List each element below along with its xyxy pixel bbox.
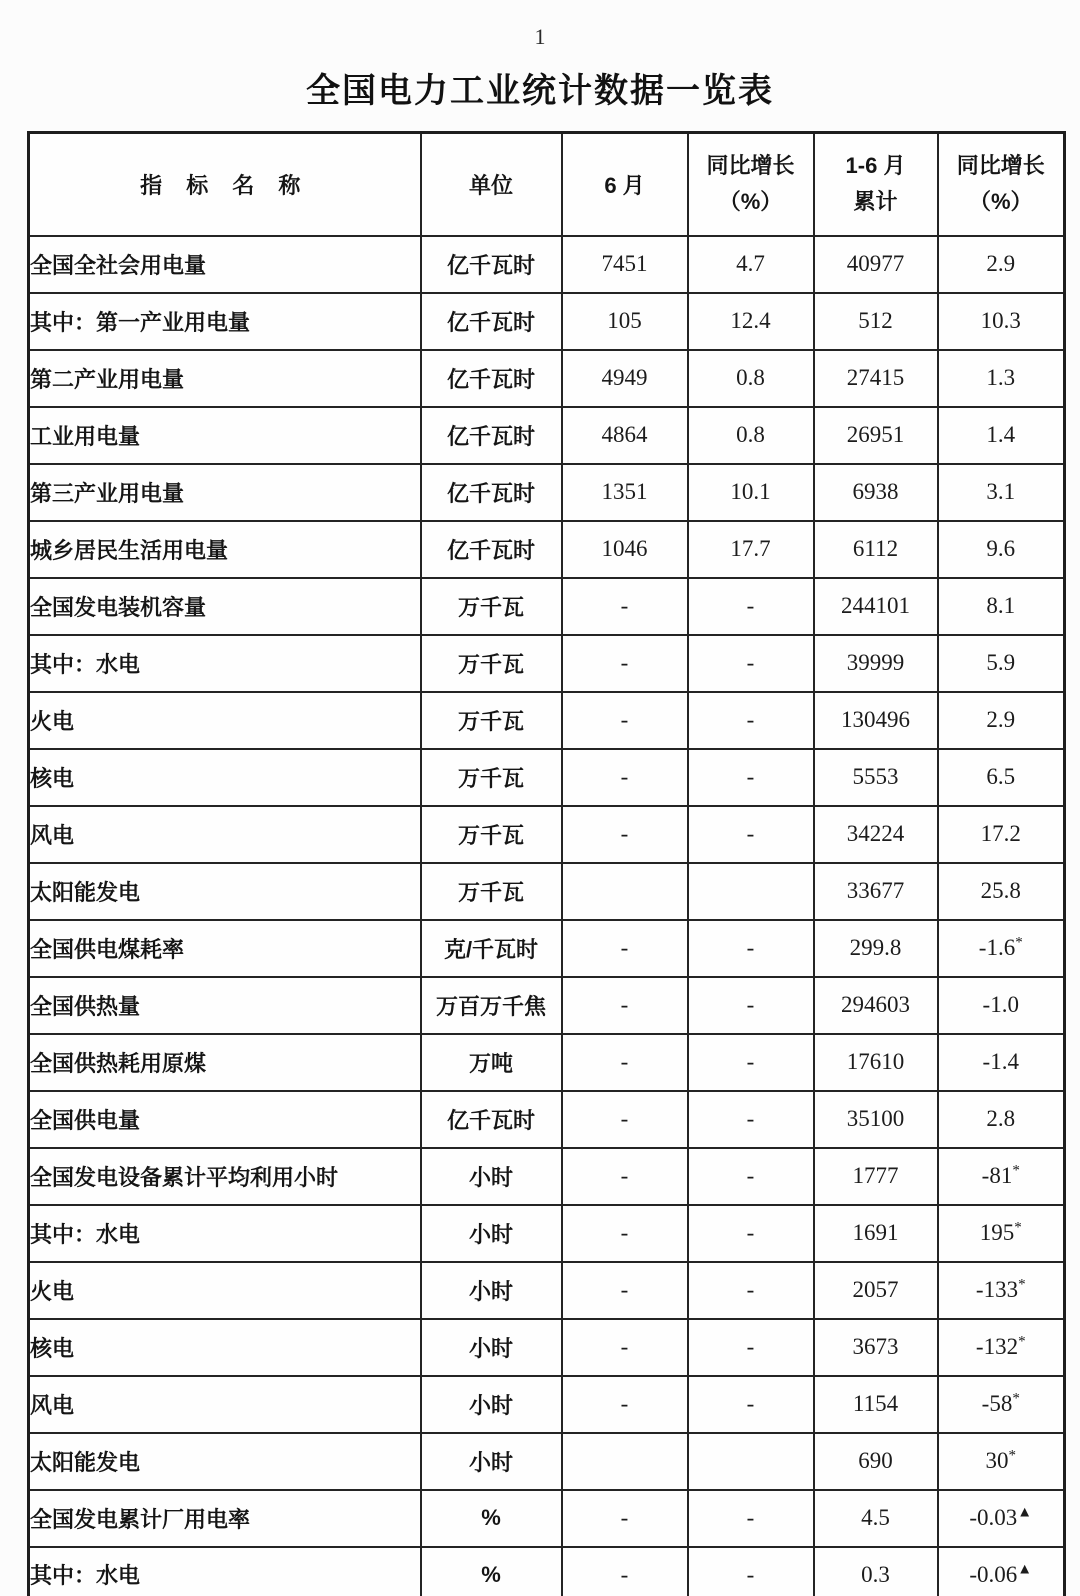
footnote-marker: ▲	[1017, 1504, 1033, 1521]
indicator-name-cell: 风电	[29, 1376, 421, 1433]
header-cum-yoy-line2: （%）	[968, 189, 1033, 215]
cum-yoy-value: 17.2	[980, 821, 1021, 846]
june-value-cell: -	[562, 1091, 688, 1148]
june-value-cell: -	[562, 920, 688, 977]
cum-yoy-value: 1.4	[986, 422, 1016, 447]
june-yoy-cell: -	[688, 1547, 814, 1596]
table-row	[29, 1490, 1065, 1547]
table-row	[29, 749, 1065, 806]
june-yoy-cell: -	[688, 1034, 814, 1091]
unit-cell: 万千瓦	[421, 806, 562, 863]
table-row	[29, 1547, 1065, 1596]
june-yoy-cell: -	[688, 635, 814, 692]
unit-cell: 小时	[421, 1205, 562, 1262]
unit-cell: 小时	[421, 1319, 562, 1376]
unit-cell: 小时	[421, 1433, 562, 1490]
footnote-marker: *	[1015, 934, 1023, 951]
table-row	[29, 977, 1065, 1034]
unit-cell: 万吨	[421, 1034, 562, 1091]
cum-yoy-cell	[938, 407, 1065, 464]
header-cum-yoy-line1: 同比增长	[956, 153, 1045, 179]
june-value-cell: -	[562, 692, 688, 749]
cumulative-value-cell: 27415	[814, 350, 938, 407]
cumulative-value-cell: 26951	[814, 407, 938, 464]
cumulative-value-cell: 299.8	[814, 920, 938, 977]
header-cumulative-line1: 1-6 月	[845, 153, 906, 179]
cum-yoy-value: -81	[981, 1163, 1013, 1188]
cumulative-value-cell: 39999	[814, 635, 938, 692]
june-value-cell: 1351	[562, 464, 688, 521]
table-row	[29, 635, 1065, 692]
june-yoy-cell	[688, 863, 814, 920]
header-june: 6 月	[562, 133, 688, 236]
table-row	[29, 407, 1065, 464]
table-row	[29, 920, 1065, 977]
cum-yoy-cell	[938, 1547, 1065, 1596]
table-body	[29, 236, 1065, 1596]
cumulative-value-cell: 2057	[814, 1262, 938, 1319]
cumulative-value-cell: 3673	[814, 1319, 938, 1376]
cum-yoy-value: 30	[985, 1448, 1009, 1473]
june-value-cell: 7451	[562, 236, 688, 293]
indicator-name-cell: 其中：第一产业用电量	[29, 293, 421, 350]
june-yoy-cell: -	[688, 1376, 814, 1433]
header-cumulative	[814, 133, 938, 236]
indicator-name-cell: 第二产业用电量	[29, 350, 421, 407]
june-value-cell: -	[562, 1148, 688, 1205]
cum-yoy-cell	[938, 977, 1065, 1034]
cumulative-value-cell: 4.5	[814, 1490, 938, 1547]
june-value-cell: -	[562, 1034, 688, 1091]
table-row	[29, 293, 1065, 350]
indicator-name-cell: 火电	[29, 1262, 421, 1319]
june-value-cell: 4864	[562, 407, 688, 464]
june-value-cell: -	[562, 1205, 688, 1262]
cum-yoy-cell	[938, 1319, 1065, 1376]
june-value-cell: -	[562, 1547, 688, 1596]
page-title: 全国电力工业统计数据一览表	[306, 72, 774, 110]
unit-cell: 万千瓦	[421, 863, 562, 920]
unit-cell: 亿千瓦时	[421, 293, 562, 350]
unit-cell: 万千瓦	[421, 578, 562, 635]
june-value-cell: 105	[562, 293, 688, 350]
indicator-name-cell: 太阳能发电	[29, 863, 421, 920]
cum-yoy-value: 5.9	[986, 650, 1016, 675]
indicator-name-cell: 其中：水电	[29, 635, 421, 692]
cum-yoy-cell	[938, 1490, 1065, 1547]
cum-yoy-value: 1.3	[986, 365, 1016, 390]
page-number: 1	[534, 24, 546, 49]
header-cumulative-line2: 累计	[853, 189, 898, 215]
cum-yoy-value: -1.6	[978, 935, 1016, 960]
cumulative-value-cell: 512	[814, 293, 938, 350]
cum-yoy-value: -1.0	[982, 992, 1019, 1017]
header-june-yoy-line2: （%）	[718, 189, 783, 215]
unit-cell: 万千瓦	[421, 692, 562, 749]
table-row	[29, 578, 1065, 635]
cum-yoy-cell	[938, 578, 1065, 635]
indicator-name-cell: 工业用电量	[29, 407, 421, 464]
cumulative-value-cell: 33677	[814, 863, 938, 920]
cumulative-value-cell: 34224	[814, 806, 938, 863]
header-cum-yoy	[938, 133, 1065, 236]
header-indicator: 指 标 名 称	[29, 133, 421, 236]
june-value-cell: -	[562, 635, 688, 692]
cum-yoy-value: 25.8	[980, 878, 1021, 903]
unit-cell: 亿千瓦时	[421, 350, 562, 407]
cumulative-value-cell: 130496	[814, 692, 938, 749]
cumulative-value-cell: 6112	[814, 521, 938, 578]
june-yoy-cell: 10.1	[688, 464, 814, 521]
table-row	[29, 806, 1065, 863]
unit-cell: 亿千瓦时	[421, 521, 562, 578]
june-yoy-cell: 12.4	[688, 293, 814, 350]
indicator-name-cell: 风电	[29, 806, 421, 863]
footnote-marker: *	[1012, 1390, 1020, 1407]
indicator-name-cell: 太阳能发电	[29, 1433, 421, 1490]
indicator-name-cell: 第三产业用电量	[29, 464, 421, 521]
footnote-marker: *	[1018, 1333, 1026, 1350]
footnote-marker: *	[1008, 1447, 1016, 1464]
unit-cell: 万百万千焦	[421, 977, 562, 1034]
table-row	[29, 236, 1065, 293]
june-yoy-cell: 0.8	[688, 407, 814, 464]
june-value-cell: -	[562, 749, 688, 806]
unit-cell: %	[421, 1547, 562, 1596]
june-yoy-cell: -	[688, 977, 814, 1034]
table-row	[29, 1091, 1065, 1148]
cumulative-value-cell: 1691	[814, 1205, 938, 1262]
cum-yoy-value: -58	[981, 1391, 1013, 1416]
table-row	[29, 1205, 1065, 1262]
june-value-cell	[562, 863, 688, 920]
cum-yoy-cell	[938, 1205, 1065, 1262]
june-value-cell: -	[562, 1376, 688, 1433]
indicator-name-cell: 火电	[29, 692, 421, 749]
table-row	[29, 692, 1065, 749]
june-yoy-cell: -	[688, 578, 814, 635]
cum-yoy-cell	[938, 1148, 1065, 1205]
june-yoy-cell: -	[688, 1148, 814, 1205]
cumulative-value-cell: 5553	[814, 749, 938, 806]
june-yoy-cell: 4.7	[688, 236, 814, 293]
indicator-name-cell: 全国供电煤耗率	[29, 920, 421, 977]
unit-cell: 小时	[421, 1376, 562, 1433]
indicator-name-cell: 全国供热耗用原煤	[29, 1034, 421, 1091]
footnote-marker: *	[1018, 1276, 1026, 1293]
june-yoy-cell: -	[688, 692, 814, 749]
table-row	[29, 1034, 1065, 1091]
unit-cell: %	[421, 1490, 562, 1547]
unit-cell: 万千瓦	[421, 749, 562, 806]
table-row	[29, 521, 1065, 578]
cumulative-value-cell: 690	[814, 1433, 938, 1490]
indicator-name-cell: 其中：水电	[29, 1547, 421, 1596]
cum-yoy-value: 8.1	[986, 593, 1016, 618]
unit-cell: 小时	[421, 1148, 562, 1205]
june-yoy-cell	[688, 1433, 814, 1490]
june-yoy-cell: -	[688, 806, 814, 863]
june-yoy-cell: -	[688, 1490, 814, 1547]
cum-yoy-value: 2.9	[986, 707, 1016, 732]
cum-yoy-cell	[938, 1091, 1065, 1148]
cum-yoy-cell	[938, 863, 1065, 920]
cum-yoy-value: 3.1	[986, 479, 1016, 504]
table-row	[29, 1433, 1065, 1490]
unit-cell: 小时	[421, 1262, 562, 1319]
table-row	[29, 1262, 1065, 1319]
cum-yoy-value: 9.6	[986, 536, 1016, 561]
june-value-cell: -	[562, 578, 688, 635]
cum-yoy-value: -0.06	[969, 1561, 1018, 1587]
cum-yoy-cell	[938, 692, 1065, 749]
june-yoy-cell: -	[688, 749, 814, 806]
table-row	[29, 350, 1065, 407]
june-yoy-cell: -	[688, 1091, 814, 1148]
table-row	[29, 1376, 1065, 1433]
indicator-name-cell: 其中：水电	[29, 1205, 421, 1262]
unit-cell: 亿千瓦时	[421, 236, 562, 293]
cum-yoy-cell	[938, 1034, 1065, 1091]
indicator-name-cell: 全国供热量	[29, 977, 421, 1034]
june-value-cell: -	[562, 1490, 688, 1547]
june-value-cell: 4949	[562, 350, 688, 407]
indicator-name-cell: 全国发电累计厂用电率	[29, 1490, 421, 1547]
unit-cell: 亿千瓦时	[421, 464, 562, 521]
cum-yoy-cell	[938, 350, 1065, 407]
header-june-yoy	[688, 133, 814, 236]
june-value-cell: -	[562, 1319, 688, 1376]
statistics-table	[27, 131, 1066, 1596]
indicator-name-cell: 全国发电设备累计平均利用小时	[29, 1148, 421, 1205]
june-yoy-cell: -	[688, 1319, 814, 1376]
table-row	[29, 464, 1065, 521]
june-yoy-cell: -	[688, 920, 814, 977]
unit-cell: 亿千瓦时	[421, 1091, 562, 1148]
cum-yoy-cell	[938, 920, 1065, 977]
cum-yoy-value: -0.03	[969, 1505, 1018, 1530]
footnote-marker: ▲	[1017, 1561, 1033, 1578]
cum-yoy-cell	[938, 635, 1065, 692]
cumulative-value-cell: 1777	[814, 1148, 938, 1205]
cumulative-value-cell: 1154	[814, 1376, 938, 1433]
june-value-cell: -	[562, 977, 688, 1034]
cum-yoy-value: 6.5	[986, 764, 1016, 789]
june-value-cell	[562, 1433, 688, 1490]
indicator-name-cell: 全国发电装机容量	[29, 578, 421, 635]
cum-yoy-cell	[938, 806, 1065, 863]
indicator-name-cell: 全国供电量	[29, 1091, 421, 1148]
cum-yoy-value: -133	[975, 1277, 1019, 1302]
cumulative-value-cell: 0.3	[814, 1547, 938, 1596]
june-value-cell: -	[562, 1262, 688, 1319]
header-row	[29, 133, 1065, 236]
table-row	[29, 1319, 1065, 1376]
cum-yoy-cell	[938, 464, 1065, 521]
cum-yoy-cell	[938, 1433, 1065, 1490]
cum-yoy-cell	[938, 1262, 1065, 1319]
header-unit: 单位	[421, 133, 562, 236]
table-row	[29, 1148, 1065, 1205]
cum-yoy-value: 2.9	[986, 251, 1016, 276]
june-yoy-cell: -	[688, 1205, 814, 1262]
cum-yoy-cell	[938, 521, 1065, 578]
footnote-marker: *	[1012, 1162, 1020, 1179]
june-value-cell: 1046	[562, 521, 688, 578]
header-june-yoy-line1: 同比增长	[706, 153, 795, 179]
cum-yoy-cell	[938, 293, 1065, 350]
table-row	[29, 863, 1065, 920]
cumulative-value-cell: 244101	[814, 578, 938, 635]
footnote-marker: *	[1014, 1219, 1022, 1236]
cum-yoy-value: 10.3	[980, 308, 1021, 333]
june-value-cell: -	[562, 806, 688, 863]
unit-cell: 万千瓦	[421, 635, 562, 692]
unit-cell: 克/千瓦时	[421, 920, 562, 977]
indicator-name-cell: 核电	[29, 1319, 421, 1376]
cumulative-value-cell: 17610	[814, 1034, 938, 1091]
cum-yoy-cell	[938, 236, 1065, 293]
indicator-name-cell: 全国全社会用电量	[29, 236, 421, 293]
indicator-name-cell: 核电	[29, 749, 421, 806]
cum-yoy-value: -132	[975, 1334, 1019, 1359]
june-yoy-cell: -	[688, 1262, 814, 1319]
cumulative-value-cell: 294603	[814, 977, 938, 1034]
cumulative-value-cell: 6938	[814, 464, 938, 521]
cum-yoy-value: 2.8	[986, 1106, 1016, 1131]
cumulative-value-cell: 40977	[814, 236, 938, 293]
unit-cell: 亿千瓦时	[421, 407, 562, 464]
cum-yoy-cell	[938, 749, 1065, 806]
june-yoy-cell: 0.8	[688, 350, 814, 407]
cum-yoy-value: 195	[979, 1220, 1015, 1245]
indicator-name-cell: 城乡居民生活用电量	[29, 521, 421, 578]
cum-yoy-value: -1.4	[982, 1049, 1019, 1074]
cum-yoy-cell	[938, 1376, 1065, 1433]
june-yoy-cell: 17.7	[688, 521, 814, 578]
cumulative-value-cell: 35100	[814, 1091, 938, 1148]
